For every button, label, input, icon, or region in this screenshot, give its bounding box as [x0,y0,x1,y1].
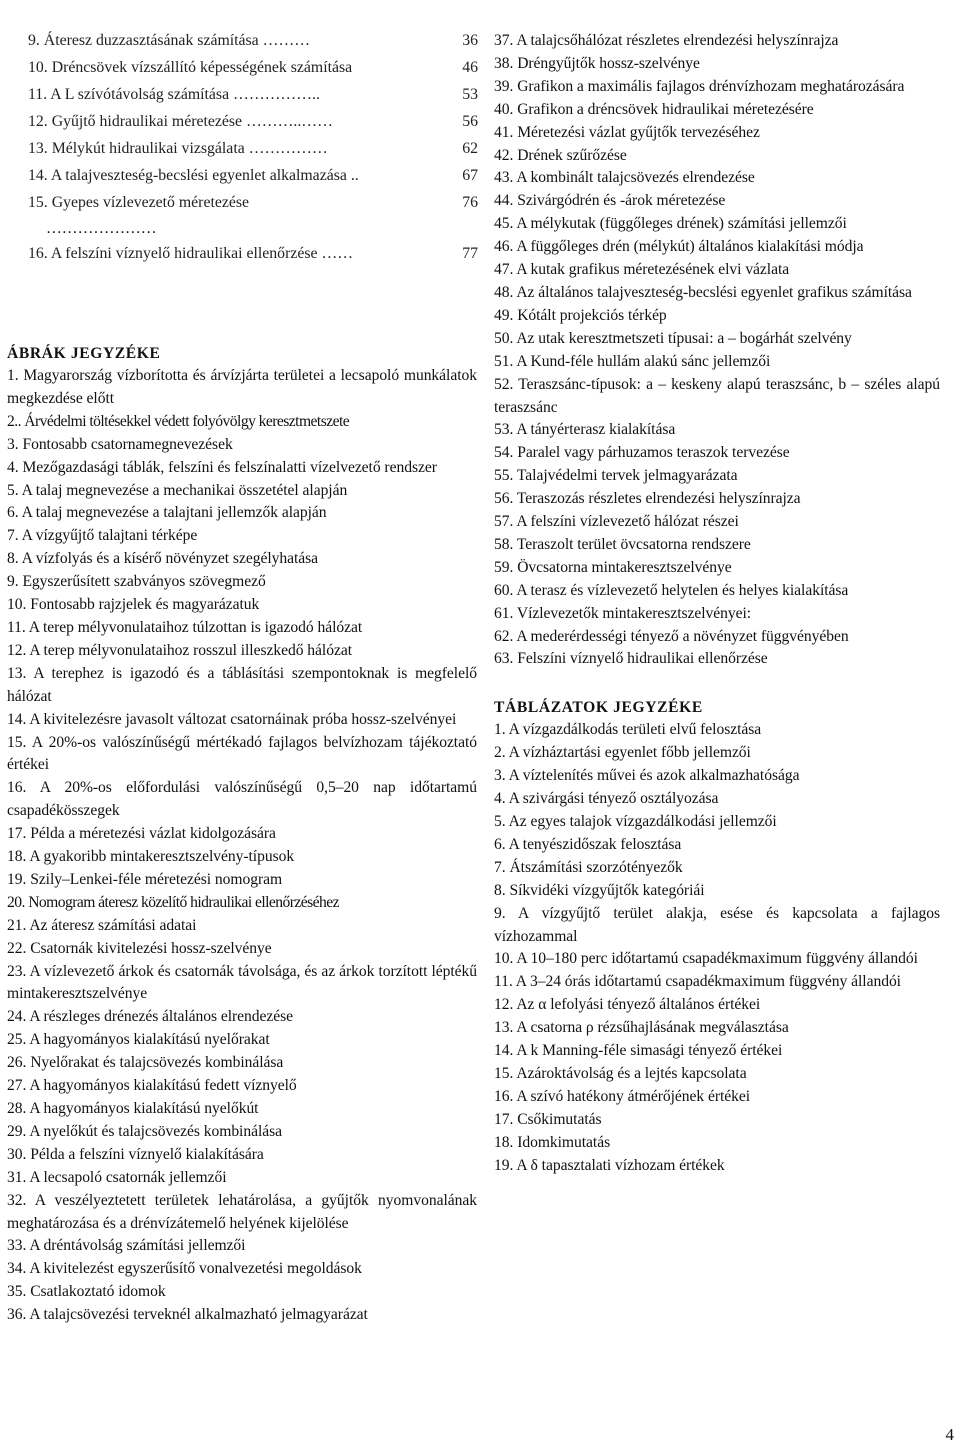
figure-item: 61. Vízlevezetők mintakeresztszelvényei: [494,604,752,622]
table-item: 7. Átszámítási szorzótényezők [494,858,683,876]
figures-column-left [7,343,477,1327]
toc-page: 77 [462,245,478,262]
figure-item: 23. A vízlevezető árkok és csatornák távolsága, és az árkok torzított léptékű mintakeresztszelvénye [7,962,477,1003]
figure-item: 25. A hagyományos kialakítású nyelőrakat [7,1031,270,1049]
table-item: 6. A tenyészidőszak felosztása [494,835,682,853]
table-item: 11. A 3–24 órás időtartamú csapadékmaximum függvény állandói [494,973,901,991]
figure-item: 16. A 20%-os előfordulási valószínűségű 0,5–20 nap időtartamú csapadékösszegek [7,779,477,820]
figure-item: 26. Nyelőrakat és talajcsövezés kombinálása [7,1054,284,1072]
figure-item: 55. Talajvédelmi tervek jelmagyarázata [494,467,738,485]
table-item: 18. Idomkimutatás [494,1133,611,1151]
figure-item: 56. Teraszozás részletes elrendezési helyszínrajza [494,490,801,508]
figure-item: 58. Teraszolt terület övcsatorna rendszere [494,535,751,553]
figure-item: 47. A kutak grafikus méretezésének elvi vázlata [494,261,790,279]
toc-page: 53 [462,86,478,103]
figure-item: 1. Magyarország vízborította és árvízjárta területei a lecsapoló munkálatok megkezdése előtt [7,367,477,407]
figure-item: 4. Mezőgazdasági táblák, felszíni és felszínalatti vízelvezető rendszer [7,458,437,476]
toc-page: 46 [462,59,478,76]
figure-item: 14. A kivitelezésre javasolt változat csatornáinak próba hossz-szelvényei [7,710,457,728]
figure-item: 38. Dréngyűjtők hossz-szelvénye [494,54,700,72]
table-item: 16. A szívó hatékony átmérőjének értékei [494,1087,751,1105]
toc-page: 76 [462,194,478,211]
toc-line-10 [28,55,478,81]
toc-label: 15. Gyepes vízlevezető méretezése [28,194,250,211]
figure-item: 13. A terephez is igazodó és a táblásítási szempontoknak is megfelelő hálózat [7,664,477,705]
tables-heading: TÁBLÁZATOK JEGYZÉKE [494,699,703,717]
figure-item: 2.. Árvédelmi töltésekkel védett folyóvölgy keresztmetszete [7,412,350,430]
page-number: 4 [945,1425,954,1444]
toc-line-12 [28,109,478,135]
figure-item: 18. A gyakoribb mintakeresztszelvény-típusok [7,848,295,866]
toc-label: 12. Gyűjtő hidraulikai méretezése ………..…… [28,113,333,130]
figure-item: 46. A függőleges drén (mélykút) általános kialakítási módja [494,238,864,256]
toc-dots-line: ………………… [46,220,157,237]
figure-item: 22. Csatornák kivitelezési hossz-szelvénye [7,939,272,957]
figure-item: 30. Példa a felszíni víznyelő kialakítására [7,1145,264,1163]
figure-item: 10. Fontosabb rajzjelek és magyarázatuk [7,596,260,614]
figure-item: 3. Fontosabb csatornamegnevezések [7,435,233,453]
table-item: 2. A vízháztartási egyenlet főbb jellemzői [494,744,751,762]
table-item: 4. A szivárgási tényező osztályozása [494,790,719,808]
toc-label: 11. A L szívótávolság számítása …………….. [28,86,320,103]
toc-line-13 [28,136,478,162]
figure-item: 60. A terasz és vízlevezető helytelen és helyes kialakítása [494,581,849,599]
table-item: 17. Csőkimutatás [494,1110,602,1128]
figure-item: 52. Teraszsánc-típusok: a – keskeny alapú teraszsánc, b – széles alapú teraszsánc [494,375,940,416]
table-item: 9. A vízgyűjtő terület alakja, esése és kapcsolata a fajlagos vízhozammal [494,904,940,945]
toc-label: 9. Áteresz duzzasztásának számítása ……… [28,32,311,49]
figure-item: 35. Csatlakoztató idomok [7,1283,166,1301]
figure-item: 59. Övcsatorna mintakeresztszelvénye [494,558,732,576]
figure-item: 29. A nyelőkút és talajcsövezés kombinálása [7,1122,283,1140]
table-item: 13. A csatorna ρ rézsűhajlásának megválasztása [494,1019,789,1037]
figure-item: 39. Grafikon a maximális fajlagos drénvízhozam meghatározására [494,77,905,95]
figure-item: 33. A dréntávolság számítási jellemzői [7,1237,246,1255]
toc-label: 14. A talajveszteség-becslési egyenlet alkalmazása .. [28,167,359,184]
figure-item: 28. A hagyományos kialakítású nyelőkút [7,1100,259,1117]
toc-page: 62 [462,140,478,157]
figure-item: 45. A mélykutak (függőleges drének) számítási jellemzői [494,215,847,233]
figure-item: 24. A részleges drénezés általános elrendezése [7,1008,294,1026]
figure-item: 11. A terep mélyvonulataihoz túlzottan is igazodó hálózat [7,618,363,636]
figure-item: 5. A talaj megnevezése a mechanikai összetétel alapján [7,481,348,499]
figure-item: 9. Egyszerűsített szabványos szövegmező [7,573,266,591]
figure-item: 27. A hagyományos kialakítású fedett víznyelő [7,1077,297,1095]
figure-item: 36. A talajcsövezési terveknél alkalmazható jelmagyarázat [7,1306,368,1324]
table-item: 12. Az α lefolyási tényező általános értékei [494,996,761,1014]
figure-item: 32. A veszélyeztetett területek lehatárolása, a gyűjtők nyomvonalának meghatározása és a drénvízátemelő helyének kijelölése [7,1191,477,1232]
table-item: 5. Az egyes talajok vízgazdálkodási jellemzői [494,813,777,830]
figure-item: 41. Méretezési vázlat gyűjtők tervezéséhez [494,123,760,141]
figure-item: 20. Nomogram áteresz közelítő hidraulikai ellenőrzéséhez [7,893,340,911]
toc-line-15 [28,190,478,216]
figure-item: 63. Felszíni víznyelő hidraulikai ellenőrzése [494,650,768,668]
toc-page: 56 [462,113,478,130]
figure-item: 43. A kombinált talajcsövezés elrendezése [494,169,755,187]
toc-label: 16. A felszíni víznyelő hidraulikai ellenőrzése …… [28,245,354,262]
table-item: 1. A vízgazdálkodás területi elvű felosztása [494,721,762,739]
figure-item: 40. Grafikon a dréncsövek hidraulikai méretezésére [494,100,814,118]
figure-item: 21. Az áteresz számítási adatai [7,916,197,934]
figure-item: 34. A kivitelezést egyszerűsítő vonalvezetési megoldások [7,1260,362,1278]
figure-item: 19. Szily–Lenkei-féle méretezési nomogram [7,870,283,888]
figures-column-right [494,30,940,1178]
figure-item: 17. Példa a méretezési vázlat kidolgozására [7,825,276,843]
figure-item: 12. A terep mélyvonulataihoz rosszul illeszkedő hálózat [7,641,352,659]
figure-item: 44. Szivárgódrén és -árok méretezése [494,192,726,210]
figure-item: 15. A 20%-os valószínűségű mértékadó fajlagos belvízhozam tájékoztató értékei [7,733,477,774]
figure-item: 49. Kótált projekciós térkép [494,306,667,324]
figure-item: 37. A talajcsőhálózat részletes elrendezési helyszínrajza [494,32,839,49]
figure-item: 7. A vízgyűjtő talajtani térképe [7,527,198,545]
figure-item: 54. Paralel vagy párhuzamos teraszok tervezése [494,444,790,462]
toc-line-11 [28,82,478,108]
figure-item: 50. Az utak keresztmetszeti típusai: a – bogárhát szelvény [494,329,852,347]
figure-item: 48. Az általános talajveszteség-becslési egyenlet grafikus számítása [494,283,912,301]
table-item: 3. A víztelenítés művei és azok alkalmazhatósága [494,767,800,785]
figure-item: 31. A lecsapoló csatornák jellemzői [7,1168,227,1186]
toc-line-14 [28,163,478,189]
toc-line-9 [28,28,478,54]
figure-item: 62. A mederérdességi tényező a növényzet függvényében [494,627,849,645]
figure-item: 53. A tányérterasz kialakítása [494,421,676,439]
table-item: 14. A k Manning-féle simasági tényező értékei [494,1042,783,1060]
table-item: 19. A δ tapasztalati vízhozam értékek [494,1156,725,1174]
toc-page: 36 [462,32,478,49]
toc-label: 13. Mélykút hidraulikai vizsgálata …………… [28,140,328,157]
figures-heading: ÁBRÁK JEGYZÉKE [7,345,161,362]
toc-label: 10. Dréncsövek vízszállító képességének számítása [28,59,353,76]
table-item: 8. Síkvidéki vízgyűjtők kategóriái [494,881,705,899]
figure-item: 51. A Kund-féle hullám alakú sánc jellemzői [494,352,771,370]
toc-line-16 [28,241,478,267]
figure-item: 42. Drének szűrőzése [494,146,627,164]
figure-item: 8. A vízfolyás és a kísérő növényzet szegélyhatása [7,550,319,568]
table-item: 15. Azároktávolság és a lejtés kapcsolata [494,1064,747,1082]
table-item: 10. A 10–180 perc időtartamú csapadékmaximum függvény állandói [494,950,918,968]
figure-item: 57. A felszíni vízlevezető hálózat részei [494,513,739,531]
toc-page: 67 [462,167,478,184]
figure-item: 6. A talaj megnevezése a talajtani jellemzők alapján [7,504,327,522]
